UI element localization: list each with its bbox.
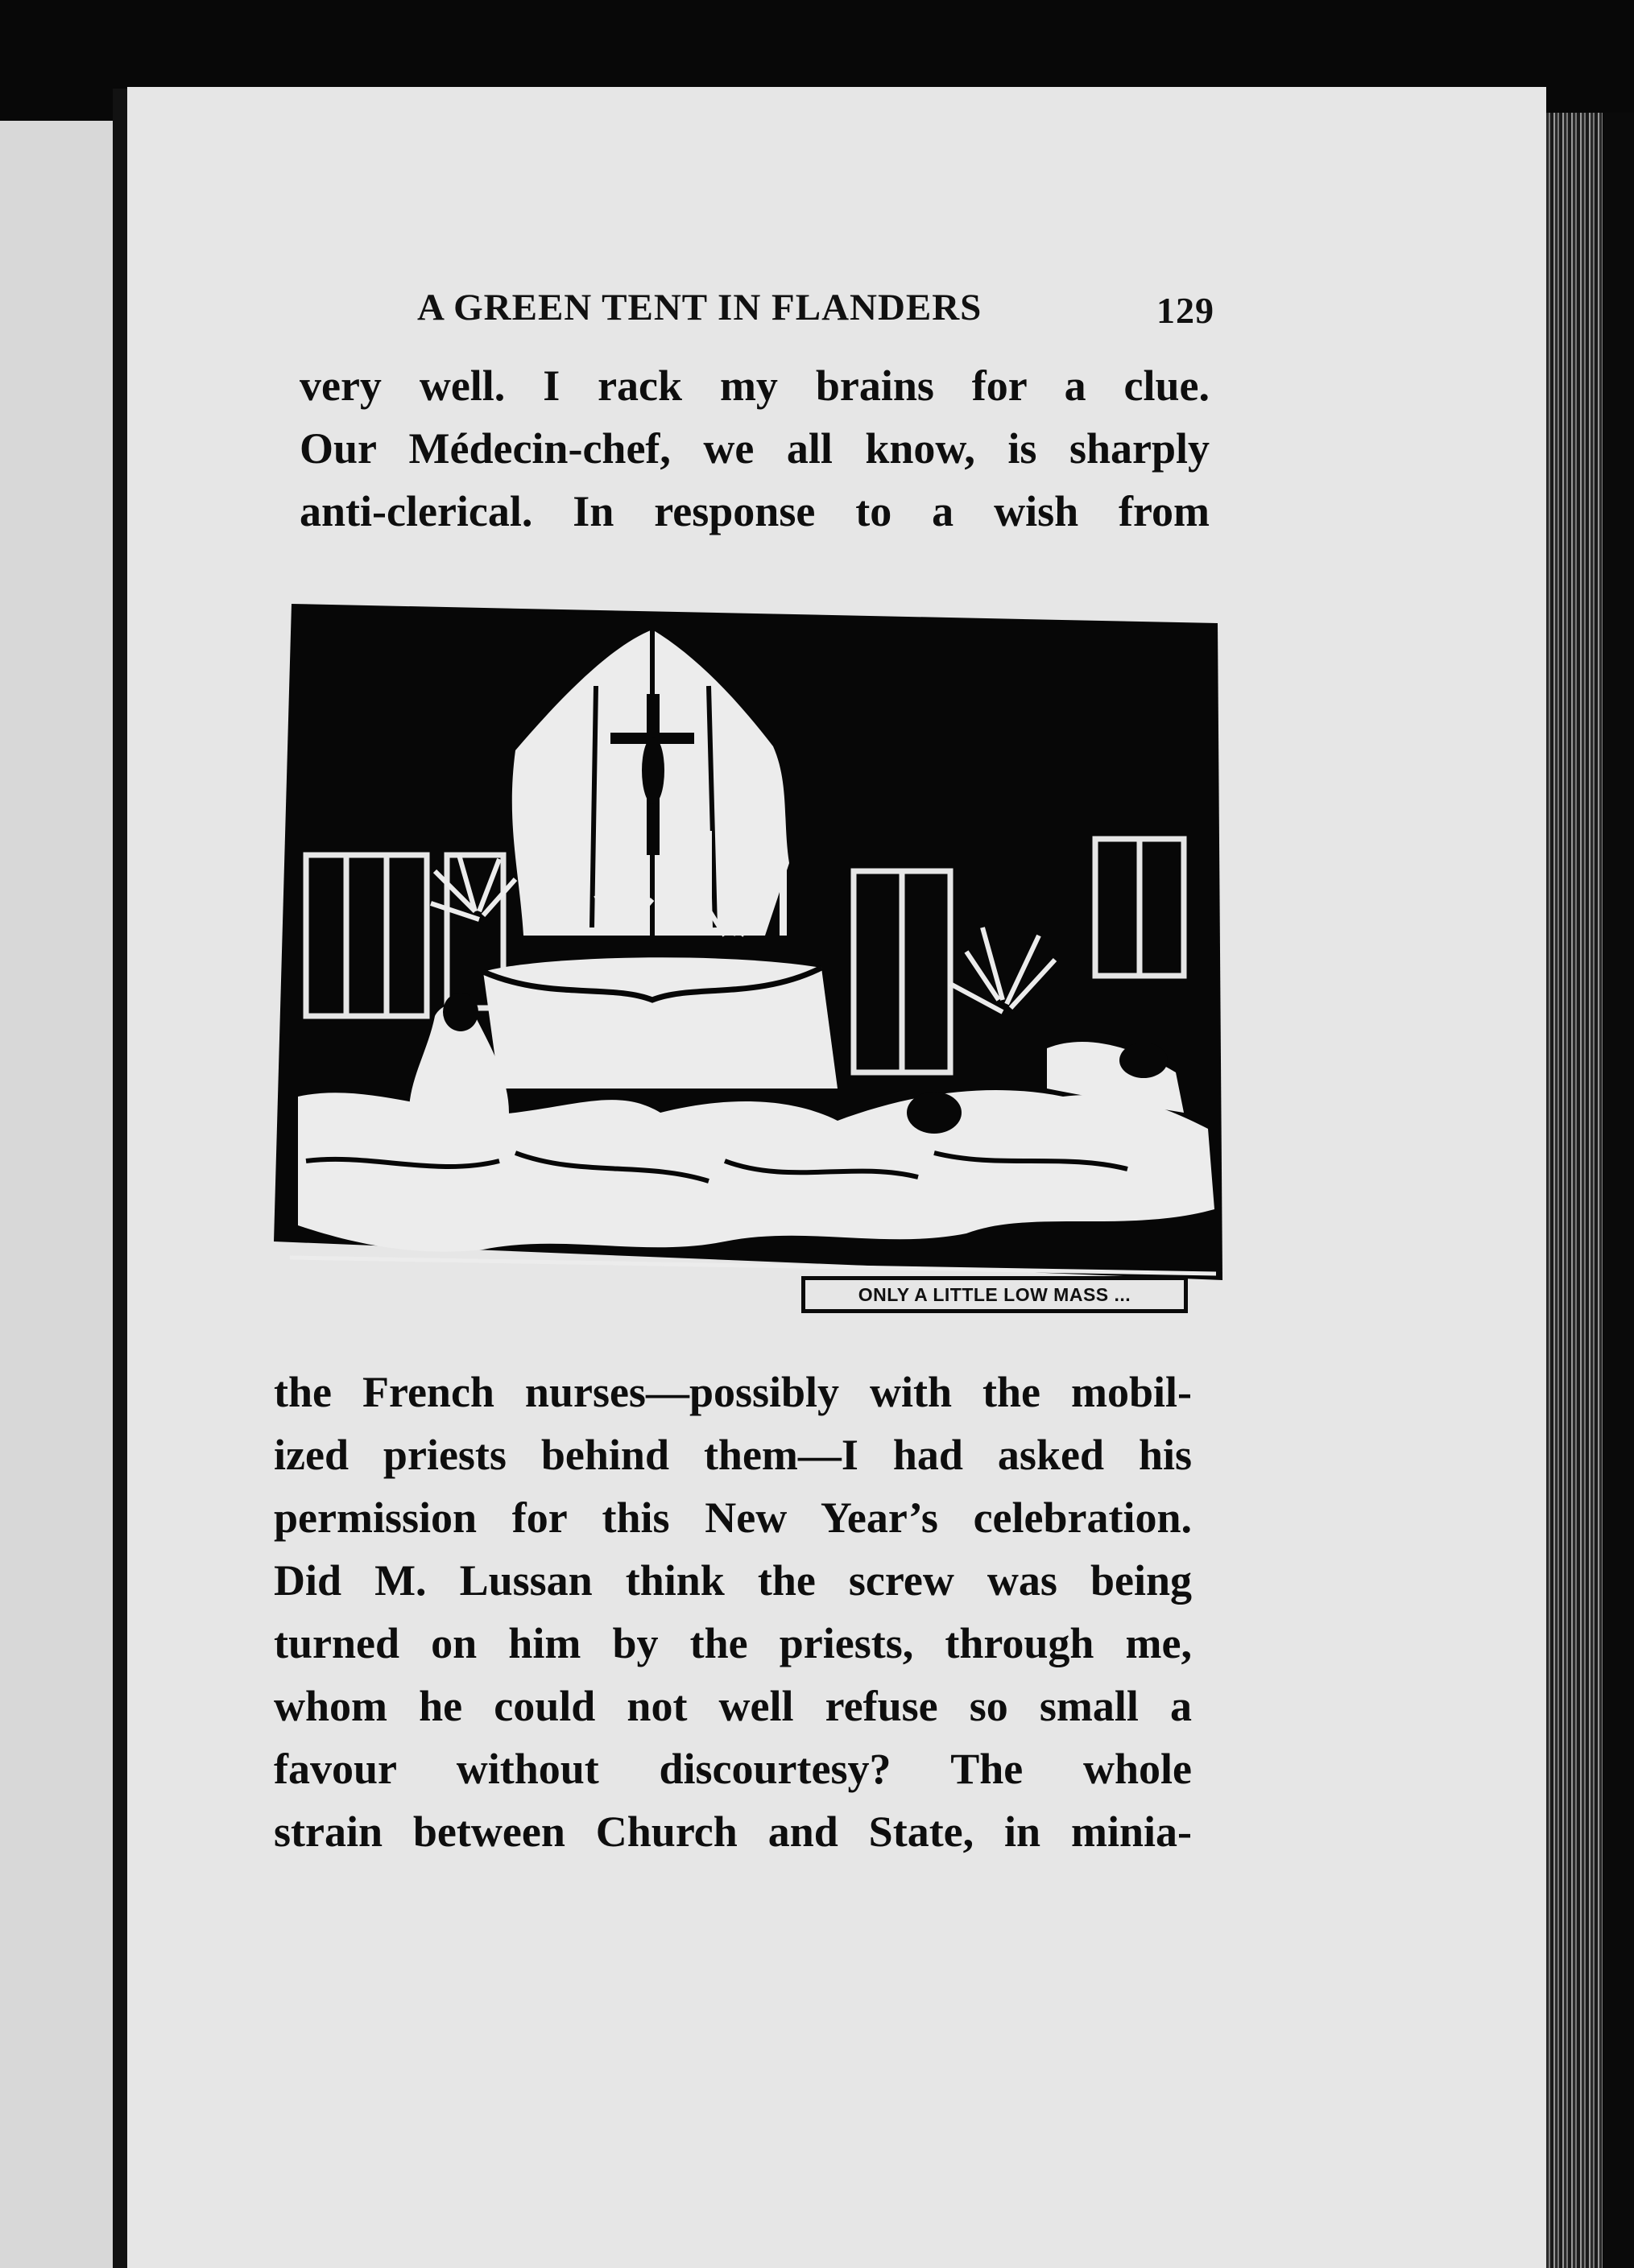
woodcut-drawing <box>274 597 1224 1322</box>
body-text-top <box>300 354 1210 543</box>
text-line: whom he could not well refuse so small a <box>274 1682 1192 1730</box>
running-head-title: A GREEN TENT IN FLANDERS <box>417 287 982 328</box>
text-line: very well. I rack my brains for a clue. <box>300 361 1210 410</box>
text-line: strain between Church and State, in minia- <box>274 1807 1192 1856</box>
text-line: turned on him by the priests, through me, <box>274 1619 1192 1667</box>
body-text-bottom <box>274 1361 1192 1863</box>
page-block-edge <box>1546 113 1603 2268</box>
book-gutter <box>113 89 127 2268</box>
running-head <box>417 286 1214 342</box>
text-line: the French nurses—possibly with the mobil- <box>274 1368 1192 1416</box>
text-line: ized priests behind them—I had asked his <box>274 1431 1192 1479</box>
text-line: Our Médecin-chef, we all know, is sharply <box>300 424 1210 473</box>
text-line: favour without discourtesy? The whole <box>274 1745 1192 1793</box>
illustration-caption: ONLY A LITTLE LOW MASS ... <box>801 1276 1188 1313</box>
facing-page-edge <box>0 121 113 2268</box>
scan-right-shadow <box>1603 113 1634 2268</box>
page-number: 129 <box>1156 290 1214 331</box>
text-line: anti-clerical. In response to a wish from <box>300 487 1210 535</box>
text-line: permission for this New Year’s celebration. <box>274 1493 1192 1542</box>
chapel-illustration <box>274 597 1224 1322</box>
text-line: Did M. Lussan think the screw was being <box>274 1556 1192 1605</box>
